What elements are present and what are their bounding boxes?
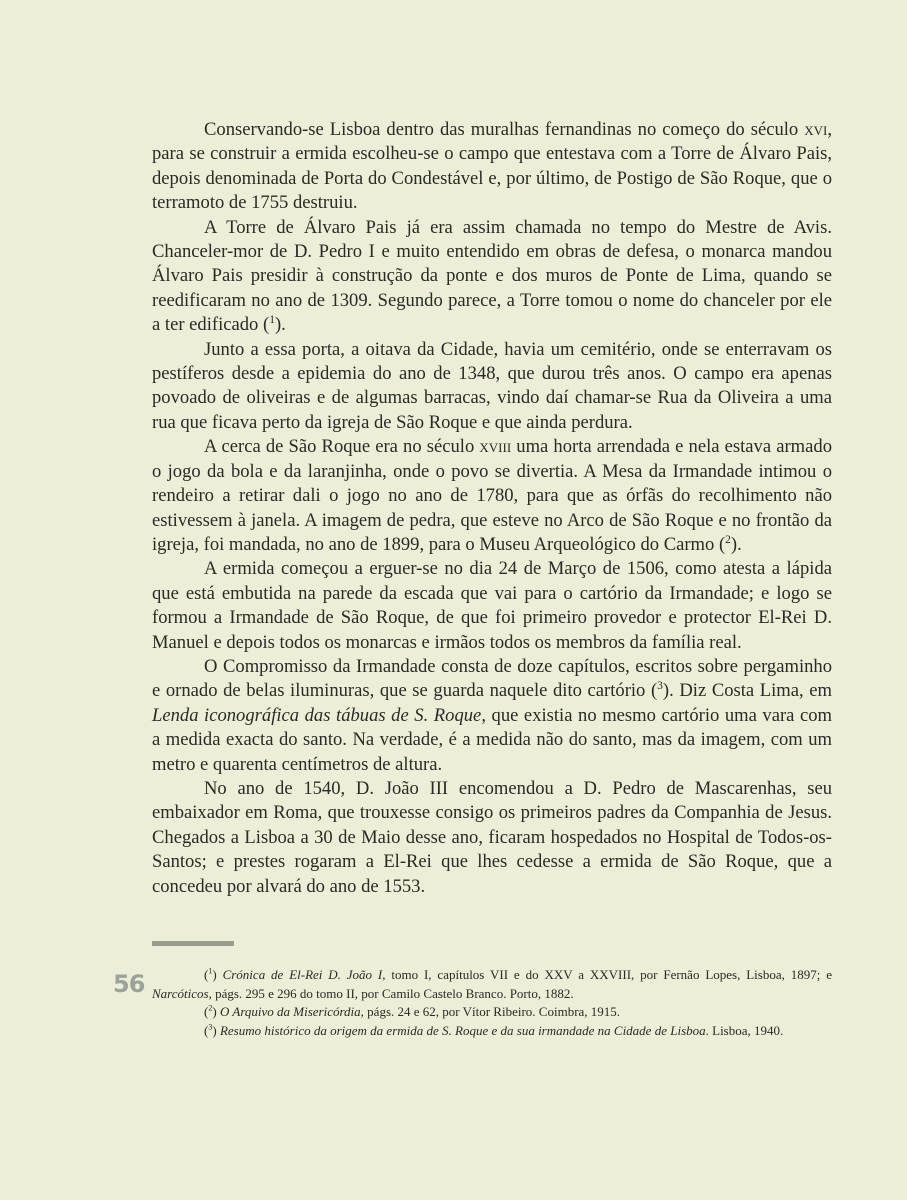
italic-title: Lenda iconográfica das tábuas de S. Roque — [152, 704, 482, 726]
text-run: ). Diz Costa Lima, em — [662, 680, 832, 702]
text-run: . Lisboa, 1940. — [705, 1022, 784, 1038]
text-run: , para se construir a ermida escolheu-se o campo que entestava com a Torre de Álvaro Pais, depois denominada de Porta do Condestável e, por último, de Postigo de São Roque, que o terramoto de 1755 destruiu. — [152, 119, 832, 214]
page-number: 56 — [113, 970, 145, 998]
text-run: , págs. 24 e 62, por Vítor Ribeiro. Coimbra, 1915. — [360, 1004, 621, 1020]
footnote — [152, 966, 832, 1003]
text-run: , que existia no mesmo cartório uma vara com a medida exacta do santo. Na verdade, é a medida não do santo, mas da imagem, com um metro e quarenta centímetros de altura. — [152, 704, 833, 775]
text-run: Junto a essa porta, a oitava da Cidade, havia um cemitério, onde se enterravam os pestíferos desde a epidemia do ano de 1348, que durou três anos. O campo era apenas povoado de oliveiras e de algumas barracas, vindo daí chamar-se Rua da Oliveira a uma rua que ficava perto da igreja de São Roque e que ainda perdura. — [152, 338, 832, 433]
footnote-reference: 2 — [725, 533, 731, 546]
text-run: A cerca de São Roque era no século — [204, 436, 480, 458]
text-run: ). — [730, 533, 742, 555]
footnote-reference: 2 — [208, 1003, 213, 1013]
text-run: ) — [212, 967, 223, 982]
footnote — [152, 1022, 832, 1041]
paragraph — [152, 338, 832, 436]
paragraph — [152, 435, 832, 557]
italic-title: Narcóticos — [152, 985, 209, 1001]
paragraph — [152, 118, 832, 216]
footnotes — [152, 966, 832, 1040]
text-run: ( — [204, 1004, 209, 1020]
text-run: ). — [274, 314, 286, 336]
footnote-rule — [152, 941, 234, 946]
text-run: A ermida começou a erguer-se no dia 24 de Março de 1506, como atesta a lápida que está embutida na parede da escada que vai para o cartório da Irmandade; e logo se formou a Irmandade de São Roque, de que foi primeiro provedor e protector El-Rei D. Manuel e depois todos os monarcas e irmãos todos os membros da família real. — [152, 558, 832, 653]
roman-numeral: xvi — [804, 119, 828, 140]
text-run: ) — [212, 1022, 220, 1038]
paragraph — [152, 557, 832, 655]
text-run: A Torre de Álvaro Pais já era assim chamada no tempo do Mestre de Avis. Chanceler-mor de D. Pedro I e muito entendido em obras de defesa, o monarca mandou Álvaro Pais presidir à construção da ponte e dos muros de Ponte de Lima, quando se reedificaram no ano de 1309. Segundo parece, a Torre tomou o nome do chanceler por ele a ter edificado ( — [152, 216, 832, 336]
italic-title: Resumo histórico da origem da ermida de S. Roque e da sua irmandade na Cidade de Lisboa — [219, 1022, 706, 1038]
text-run: No ano de 1540, D. João III encomendou a D. Pedro de Mascarenhas, seu embaixador em Roma, que trouxesse consigo os primeiros padres da Companhia de Jesus. Chegados a Lisboa a 30 de Maio desse ano, ficaram hospedados no Hospital de Todos-os-Santos; e prestes rogaram a El-Rei que lhes cedesse a ermida de São Roque, que a concedeu por alvará do ano de 1553. — [152, 777, 832, 897]
roman-numeral: xviii — [479, 436, 512, 458]
text-run: uma horta arrendada e nela estava armado o jogo da bola e da laranjinha, onde o povo se divertia. A Mesa da Irmandade intimou o rendeiro a retirar dali o jogo no ano de 1780, para que as órfãs do recolhimento não estivessem à janela. A imagem de pedra, que esteve no Arco de São Roque e no frontão da igreja, foi mandada, no ano de 1899, para o Museu Arqueológico do Carmo ( — [152, 436, 832, 555]
italic-title: O Arquivo da Misericórdia — [219, 1004, 361, 1020]
footnote — [152, 1003, 832, 1022]
footnote-reference: 1 — [208, 966, 213, 976]
main-text — [152, 118, 832, 899]
text-run: ( — [204, 1022, 209, 1038]
italic-title: Crónica de El-Rei D. João I — [222, 967, 383, 982]
paragraph — [152, 655, 832, 777]
paragraph — [152, 777, 832, 899]
footnote-reference: 3 — [208, 1022, 213, 1032]
text-run: , tomo I, capítulos VII e do XXV a XXVIII, por Fernão Lopes, Lisboa, 1897; e — [382, 967, 832, 982]
text-run: ) — [212, 1004, 220, 1020]
text-run: Conservando-se Lisboa dentro das muralhas fernandinas no começo do século — [204, 119, 805, 140]
text-run: ( — [204, 967, 209, 982]
footnote-reference: 3 — [657, 680, 663, 693]
footnote-reference: 1 — [269, 314, 275, 327]
text-run: O Compromisso da Irmandade consta de doze capítulos, escritos sobre pergaminho e ornado de belas iluminuras, que se guarda naquele dito cartório ( — [152, 655, 832, 702]
text-run: , págs. 295 e 296 do tomo II, por Camilo Castelo Branco. Porto, 1882. — [208, 985, 574, 1001]
paragraph — [152, 216, 832, 338]
